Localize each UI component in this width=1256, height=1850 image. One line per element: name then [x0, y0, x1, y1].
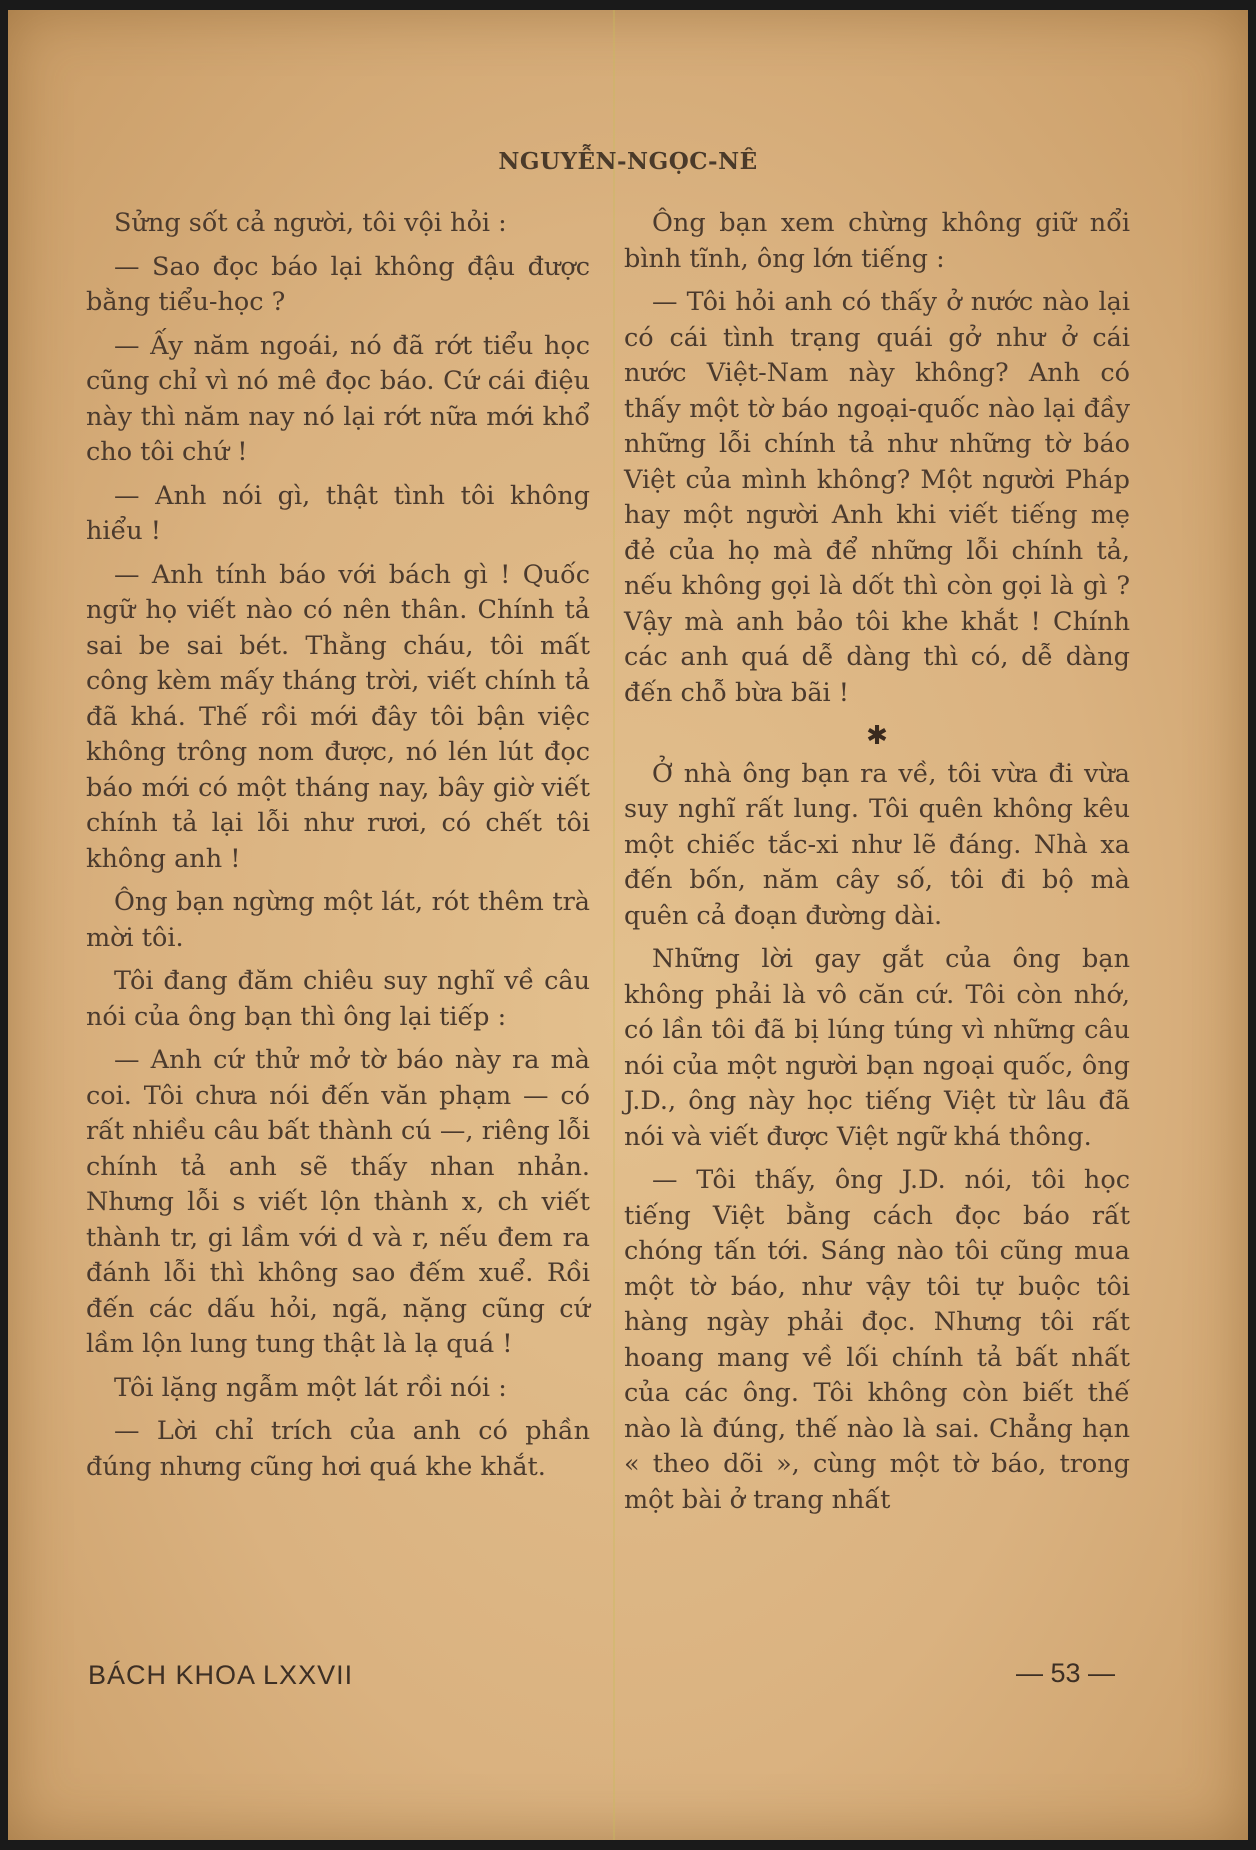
paragraph: Ông bạn ngừng một lát, rót thêm trà mời tôi.: [86, 887, 590, 953]
paragraph: — Lời chỉ trích của anh có phần đúng nhưng cũng hơi quá khe khắt.: [86, 1416, 590, 1482]
paragraph: — Anh nói gì, thật tình tôi không hiểu !: [86, 480, 590, 546]
paragraph: — Tôi thấy, ông J.D. nói, tôi học tiếng Việt bằng cách đọc báo rất chóng tấn tới. Sáng nào tôi cũng mua một tờ báo, như vậy tôi tự buộc tôi hàng ngày phải đọc. Nhưng tôi rất hoang mang về lối chính tả bất nhất của các ông. Tôi không còn biết thế nào là đúng, thế nào là sai. Chẳng hạn « theo dõi », cùng một tờ báo, trong một bài ở trang nhất: [624, 1165, 1130, 1515]
left-column: [86, 206, 590, 1493]
magazine-page: [8, 10, 1248, 1840]
section-break-ornament: ✱: [866, 721, 888, 751]
paragraph: Ở nhà ông bạn ra về, tôi vừa đi vừa suy nghĩ rất lung. Tôi quên không kêu một chiếc tắc-xi như lẽ đáng. Nhà xa đến bốn, năm cây số, tôi đi bộ mà quên cả đoạn đường dài.: [624, 758, 1130, 931]
paragraph: Những lời gay gắt của ông bạn không phải là vô căn cứ. Tôi còn nhớ, có lần tôi đã bị lúng túng vì những câu nói của một người bạn ngoại quốc, ông J.D., ông này học tiếng Việt từ lâu đã nói và viết được Việt ngữ khá thông.: [624, 944, 1130, 1152]
paragraph: — Anh cứ thử mở tờ báo này ra mà coi. Tôi chưa nói đến văn phạm — có rất nhiều câu bất thành cú —, riêng lỗi chính tả anh sẽ thấy nhan nhản. Nhưng lỗi s viết lộn thành x, ch viết thành tr, gi lầm với d và r, nếu đem ra đánh lỗi thì không sao đếm xuể. Rồi đến các dấu hỏi, ngã, nặng cũng cứ lầm lộn lung tung thật là lạ quá !: [86, 1045, 590, 1359]
page-fold-line: [613, 10, 615, 1840]
paragraph: Tôi lặng ngẫm một lát rồi nói :: [114, 1372, 507, 1403]
paragraph: — Sao đọc báo lại không đậu được bằng tiểu-học ?: [86, 251, 590, 317]
right-column: [624, 206, 1130, 1526]
paragraph: — Ấy năm ngoái, nó đã rớt tiểu học cũng chỉ vì nó mê đọc báo. Cứ cái điệu này thì năm nay nó lại rớt nữa mới khổ cho tôi chứ !: [86, 330, 590, 467]
paragraph: — Anh tính báo với bách gì ! Quốc ngữ họ viết nào có nên thân. Chính tả sai be sai bét. Thằng cháu, tôi mất công kèm mấy tháng trời, viết chính tả đã khá. Thế rồi mới đây tôi bận việc không trông nom được, nó lén lút đọc báo mới có một tháng nay, bây giờ viết chính tả lại lỗi như rươi, có chết tôi không anh !: [86, 559, 590, 874]
paragraph: — Tôi hỏi anh có thấy ở nước nào lại có cái tình trạng quái gở như ở cái nước Việt-Nam này không? Anh có thấy một tờ báo ngoại-quốc nào lại đầy những lỗi chính tả như những tờ báo Việt của mình không? Một người Pháp hay một người Anh khi viết tiếng mẹ đẻ của họ mà để những lỗi chính tả, nếu không gọi là dốt thì còn gọi là gì ? Vậy mà anh bảo tôi khe khắt ! Chính các anh quá dễ dàng thì có, dễ dàng đến chỗ bừa bãi !: [624, 287, 1130, 708]
journal-footer: BÁCH KHOA LXXVII: [88, 1660, 354, 1690]
running-head: NGUYỄN-NGỌC-NÊ: [498, 148, 758, 175]
page-number: — 53 —: [1016, 1658, 1116, 1688]
paragraph: Sửng sốt cả người, tôi vội hỏi :: [114, 208, 507, 238]
paragraph: Ông bạn xem chừng không giữ nổi bình tĩnh, ông lớn tiếng :: [624, 208, 1130, 274]
paragraph: Tôi đang đăm chiêu suy nghĩ về câu nói của ông bạn thì ông lại tiếp :: [86, 966, 590, 1032]
